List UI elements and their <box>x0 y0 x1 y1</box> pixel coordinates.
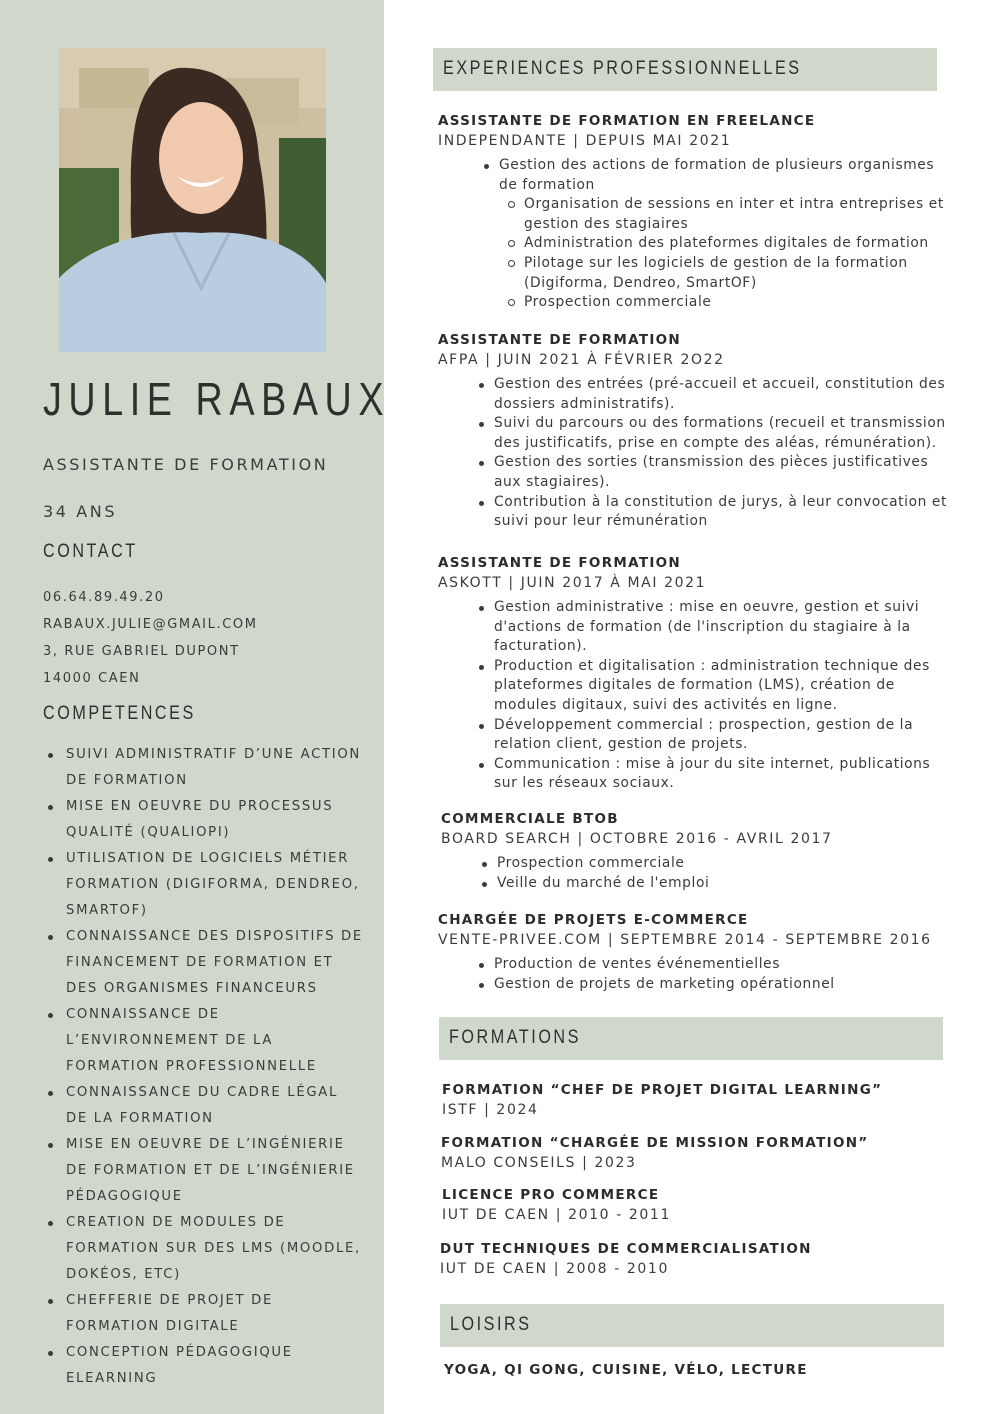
job-meta: BOARD SEARCH | OCTOBRE 2016 - AVRIL 2017 <box>441 831 833 847</box>
skills-list <box>43 742 363 1392</box>
skill-item: MISE EN OEUVRE DU PROCESSUS QUALITÉ (QUALIOPI) <box>43 794 363 846</box>
education-title: LICENCE PRO COMMERCE <box>442 1187 660 1203</box>
profile-photo <box>59 48 326 352</box>
job-sub-bullet: Organisation de sessions en inter et intra entreprises et gestion des stagiaires <box>524 195 948 234</box>
job-bullets <box>497 854 951 893</box>
profile-photo-illustration <box>59 48 326 352</box>
job-role: COMMERCIALE BTOB <box>441 811 619 827</box>
education-title: DUT TECHNIQUES DE COMMERCIALISATION <box>440 1241 812 1257</box>
job-sub-bullet: Pilotage sur les logiciels de gestion de la formation (Digiforma, Dendreo, SmartOF) <box>524 254 948 293</box>
education-section-band <box>439 1017 943 1060</box>
job-sub-bullet: Administration des plateformes digitales de formation <box>524 234 948 254</box>
leisure-heading: LOISIRS <box>450 1314 532 1335</box>
experience-heading: EXPERIENCES PROFESSIONNELLES <box>443 58 802 79</box>
job-entry <box>441 809 951 893</box>
skill-item: CREATION DE MODULES DE FORMATION SUR DES LMS (MOODLE, DOKÉOS, ETC) <box>43 1210 363 1288</box>
education-meta: IUT DE CAEN | 2008 - 2010 <box>440 1261 669 1277</box>
education-meta: MALO CONSEILS | 2023 <box>441 1155 637 1171</box>
contact-email[interactable]: RABAUX.JULIE@GMAIL.COM <box>43 617 258 632</box>
skill-item: CHEFFERIE DE PROJET DE FORMATION DIGITALE <box>43 1288 363 1340</box>
job-entry <box>438 330 948 532</box>
job-bullet: Gestion des sorties (transmission des pièces justificatives aux stagiaires). <box>494 453 948 492</box>
job-meta: AFPA | JUIN 2021 À FÉVRIER 2O22 <box>438 352 725 368</box>
job-bullets <box>494 375 948 532</box>
job-role: ASSISTANTE DE FORMATION <box>438 332 682 348</box>
job-bullet: Suivi du parcours ou des formations (recueil et transmission des justificatifs, prise en compte des aléas, rémunération). <box>494 414 948 453</box>
sidebar <box>0 0 391 1414</box>
job-entry <box>438 111 948 313</box>
job-bullet: Production et digitalisation : administration technique des plateformes digitales de formation (LMS), création de modules digitaux, suivi des activités en ligne. <box>494 657 948 716</box>
job-bullet: Gestion de projets de marketing opérationnel <box>494 975 958 995</box>
job-bullet: Développement commercial : prospection, gestion de la relation client, gestion de projets. <box>494 716 948 755</box>
contact-list <box>43 584 258 692</box>
candidate-name: JULIE RABAUX <box>43 373 391 425</box>
education-title: FORMATION “CHEF DE PROJET DIGITAL LEARNING” <box>442 1082 883 1098</box>
education-entry <box>440 1239 812 1280</box>
job-entry <box>438 553 948 794</box>
leisure-text: YOGA, QI GONG, CUISINE, VÉLO, LECTURE <box>444 1362 808 1378</box>
contact-city: 14000 CAEN <box>43 671 141 686</box>
job-bullet: Communication : mise à jour du site internet, publications sur les réseaux sociaux. <box>494 755 948 794</box>
education-entry <box>442 1080 882 1121</box>
skill-item: CONNAISSANCE DES DISPOSITIFS DE FINANCEMENT DE FORMATION ET DES ORGANISMES FINANCEURS <box>43 924 363 1002</box>
skill-item: CONNAISSANCE DU CADRE LÉGAL DE LA FORMATION <box>43 1080 363 1132</box>
job-meta: ASKOTT | JUIN 2017 À MAI 2021 <box>438 575 707 591</box>
skill-item: CONNAISSANCE DE L’ENVIRONNEMENT DE LA FORMATION PROFESSIONNELLE <box>43 1002 363 1080</box>
job-role: ASSISTANTE DE FORMATION EN FREELANCE <box>438 113 816 129</box>
candidate-title: ASSISTANTE DE FORMATION <box>43 455 329 474</box>
job-meta: INDEPENDANTE | DEPUIS MAI 2021 <box>438 133 732 149</box>
education-entry <box>441 1133 869 1174</box>
leisure-section-band <box>440 1304 944 1347</box>
education-meta: IUT DE CAEN | 2010 - 2011 <box>442 1207 671 1223</box>
job-entry <box>438 910 958 994</box>
education-title: FORMATION “CHARGÉE DE MISSION FORMATION” <box>441 1135 869 1151</box>
skill-item: UTILISATION DE LOGICIELS MÉTIER FORMATION (DIGIFORMA, DENDREO, SMARTOF) <box>43 846 363 924</box>
job-role: CHARGÉE DE PROJETS E-COMMERCE <box>438 912 749 928</box>
job-bullets <box>499 156 948 313</box>
skills-heading: COMPETENCES <box>43 703 196 724</box>
job-bullet: Contribution à la constitution de jurys, à leur convocation et suivi pour leur rémunération <box>494 493 948 532</box>
job-meta: VENTE-PRIVEE.COM | SEPTEMBRE 2014 - SEPTEMBRE 2016 <box>438 932 932 948</box>
skill-item: MISE EN OEUVRE DE L’INGÉNIERIE DE FORMATION ET DE L’INGÉNIERIE PÉDAGOGIQUE <box>43 1132 363 1210</box>
skill-item: SUIVI ADMINISTRATIF D’UNE ACTION DE FORMATION <box>43 742 363 794</box>
experience-section-band <box>433 48 937 91</box>
contact-heading: CONTACT <box>43 541 138 562</box>
contact-phone[interactable]: 06.64.89.49.20 <box>43 590 165 605</box>
contact-street: 3, RUE GABRIEL DUPONT <box>43 644 240 659</box>
job-sub-bullets <box>524 195 948 313</box>
candidate-age: 34 ANS <box>43 502 118 521</box>
job-bullet <box>499 156 948 313</box>
education-meta: ISTF | 2024 <box>442 1102 539 1118</box>
skill-item: CONCEPTION PÉDAGOGIQUE ELEARNING <box>43 1340 363 1392</box>
job-bullet: Production de ventes événementielles <box>494 955 958 975</box>
job-bullets <box>494 598 948 794</box>
job-sub-bullet: Prospection commerciale <box>524 293 948 313</box>
job-bullet-text: Gestion des actions de formation de plusieurs organismes de formation <box>499 157 935 193</box>
job-bullet: Veille du marché de l'emploi <box>497 874 951 894</box>
job-bullet: Prospection commerciale <box>497 854 951 874</box>
education-heading: FORMATIONS <box>449 1027 581 1048</box>
job-role: ASSISTANTE DE FORMATION <box>438 555 682 571</box>
education-entry <box>442 1185 671 1226</box>
job-bullets <box>494 955 958 994</box>
job-bullet: Gestion des entrées (pré-accueil et accueil, constitution des dossiers administratifs). <box>494 375 948 414</box>
job-bullet: Gestion administrative : mise en oeuvre, gestion et suivi d'actions de formation (de l'inscription du stagiaire à la facturation). <box>494 598 948 657</box>
